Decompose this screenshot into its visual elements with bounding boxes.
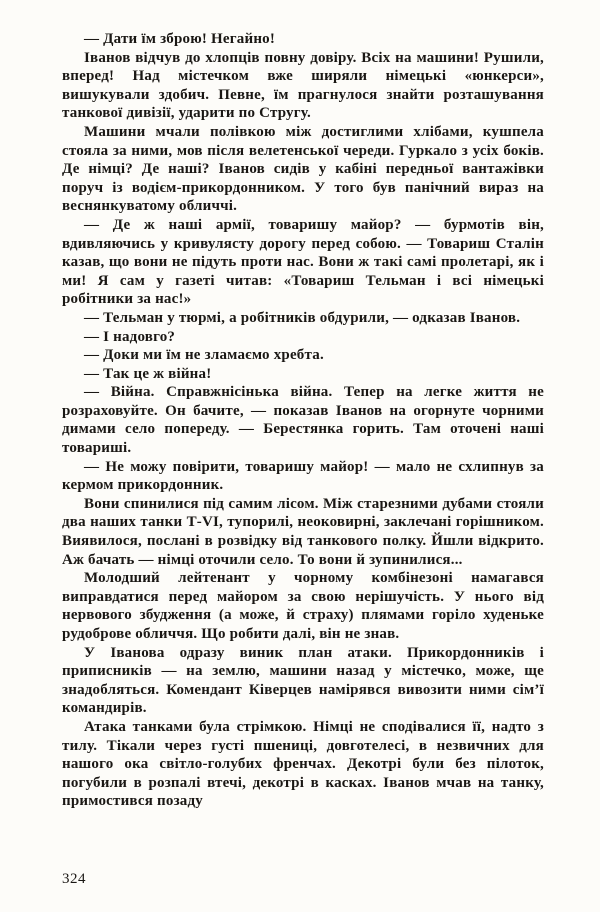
page-number: 324	[62, 871, 86, 887]
paragraph: Машини мчали полівкою між достиглими хлібами, кушпела стояла за ними, мов після велетенської череди. Гуркало з усіх боків. Де німці? Де наші? Іванов сидів у кабіні передньої вантажівки поруч із водієм-прикордонником. У того був панічний вираз на веснянкуватому обличчі.	[62, 123, 544, 215]
paragraph: — Так це ж війна!	[84, 365, 212, 382]
paragraph: У Іванова одразу виник план атаки. Прикордонників і приписників — на землю, машини назад у містечко, може, ще знадобляться. Комендант Ківерцев намірявся вивозити ними сім’ї командирів.	[62, 644, 544, 717]
paragraph: — Доки ми їм не зламаємо хребта.	[84, 347, 324, 364]
page-text	[62, 30, 544, 811]
paragraph: Вони спинилися під самим лісом. Між старезними дубами стояли два наших танки Т-VI, тупорилі, неоковирні, заклечані горішником. Виявилося, послані в розвідку від танкового полку. Йшли відкрито. Аж бачать — німці оточили село. То вони й зупинилися...	[62, 495, 544, 568]
paragraph: — Тельман у тюрмі, а робітників обдурили, — одказав Іванов.	[84, 309, 521, 326]
paragraph: — І надовго?	[84, 328, 176, 345]
paragraph: — Не можу повірити, товаришу майор! — мало не схлипнув за кермом прикордонник.	[62, 458, 544, 494]
paragraph: Молодший лейтенант у чорному комбінезоні намагався виправдатися перед майором за свою нерішучість. У нього від нервового збудження (а може, й страху) плямами горіло худеньке рудоброве обличчя. Що робити далі, він не знав.	[62, 570, 544, 642]
paragraph: — Дати їм зброю! Негайно!	[84, 31, 276, 47]
paragraph: Атака танками була стрімкою. Німці не сподівалися її, надто з тилу. Тікали через густі пшениці, довготелесі, в незвичних для нашого ока світло-голубих френчах. Декотрі були без пілоток, погубили в розпалі втечі, декотрі в касках. Іванов мчав на танку, примостився позаду	[62, 718, 544, 810]
paragraph: — Де ж наші армії, товаришу майор? — бурмотів він, вдивляючись у кривулясту дорогу перед собою. — Товариш Сталін казав, що вони не підуть проти нас. Вони ж такі самі пролетарі, як і ми! Я сам у газеті читав: «Товариш Тельман і всі німецькі робітники за нас!»	[62, 216, 544, 308]
paragraph: — Війна. Справжнісінька війна. Тепер на легке життя не розраховуйте. Он бачите, — показав Іванов на огорнуте чорними димами село попереду. — Берестянка горить. Там оточені наші товариші.	[62, 384, 544, 457]
paragraph: Іванов відчув до хлопців повну довіру. Всіх на машини! Рушили, вперед! Над містечком вже ширяли німецькі «юнкерси», вишукували здобич. Певне, їм прагнулося знайти розташування танкової дивізії, ударити по Стругу.	[62, 49, 544, 122]
